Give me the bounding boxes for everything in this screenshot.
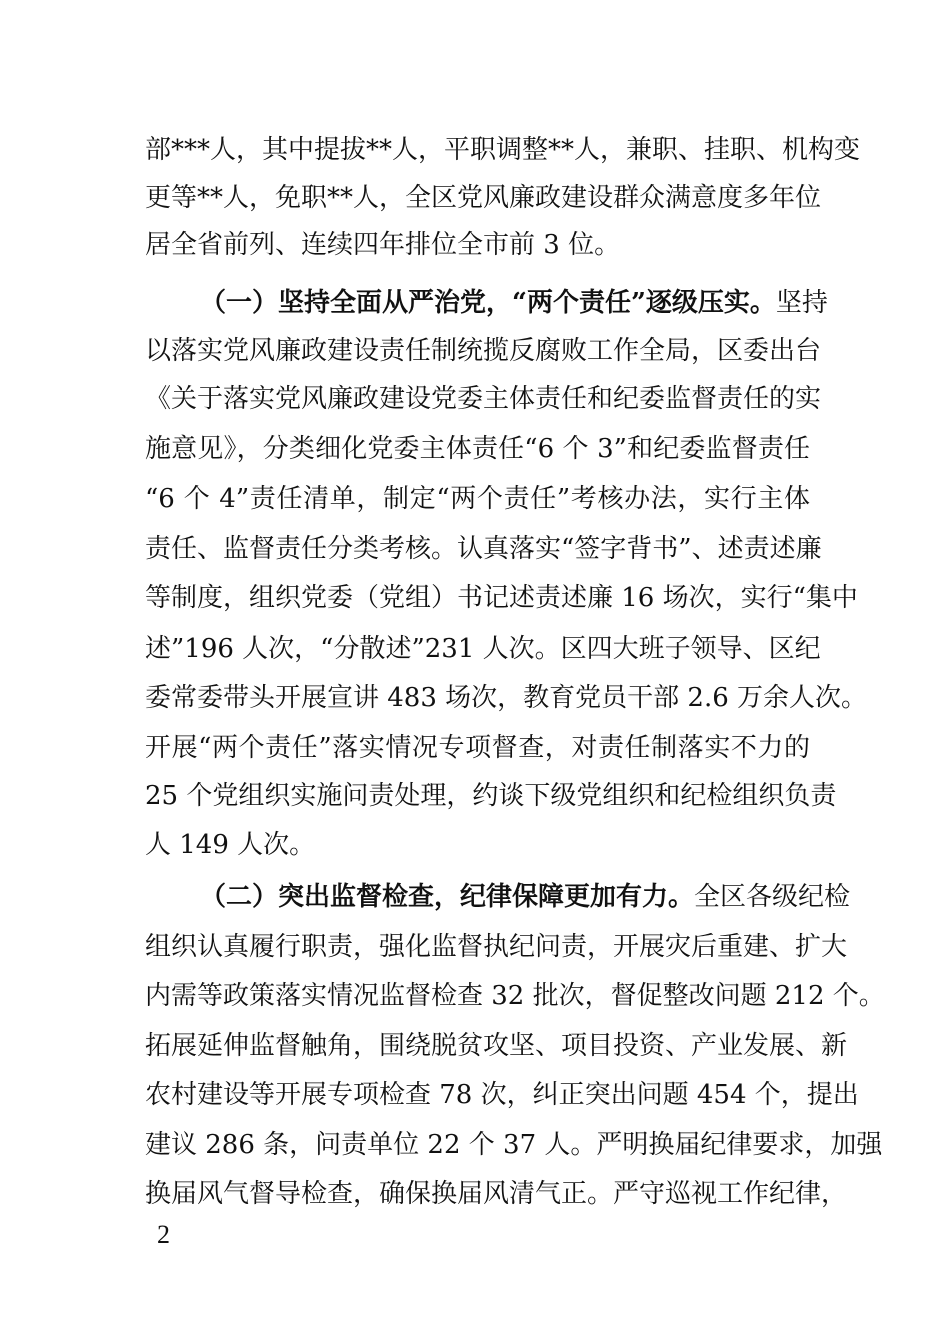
body-line: 施意见》，分类细化党委主体责任“6 个 3”和纪委监督责任: [145, 434, 810, 464]
body-line: 委常委带头开展宣讲 483 场次，教育党员干部 2.6 万余人次。: [145, 683, 868, 713]
body-text: 全区各级纪检: [694, 882, 851, 912]
body-text: 坚持: [775, 288, 828, 318]
body-line: 《关于落实党风廉政建设党委主体责任和纪委监督责任的实: [145, 384, 822, 414]
page-number: 2: [157, 1220, 170, 1249]
body-line: 内需等政策落实情况监督检查 32 批次，督促整改问题 212 个。: [145, 981, 885, 1011]
body-line: 居全省前列、连续四年排位全市前 3 位。: [145, 230, 621, 260]
section-heading-2: （二）突出监督检查，纪律保障更加有力。: [200, 882, 695, 912]
body-line: 组织认真履行职责，强化监督执纪问责，开展灾后重建、扩大: [145, 932, 848, 962]
body-line: 拓展延伸监督触角，围绕脱贫攻坚、项目投资、产业发展、新: [145, 1031, 848, 1061]
body-line: 以落实党风廉政建设责任制统揽反腐败工作全局，区委出台: [145, 336, 822, 366]
body-line: 更等**人，免职**人，全区党风廉政建设群众满意度多年位: [145, 183, 822, 213]
body-line: “6 个 4”责任清单，制定“两个责任”考核办法，实行主体: [145, 484, 810, 514]
body-line: 部***人，其中提拔**人，平职调整**人，兼职、挂职、机构变: [145, 135, 861, 165]
body-line: 人 149 人次。: [145, 830, 316, 860]
body-line: 述”196 人次，“分散述”231 人次。区四大班子领导、区纪: [145, 634, 821, 664]
body-line: 开展“两个责任”落实情况专项督查，对责任制落实不力的: [145, 733, 810, 763]
section-heading-line: [200, 882, 851, 912]
body-line: 建议 286 条，问责单位 22 个 37 人。严明换届纪律要求，加强: [145, 1130, 883, 1160]
section-heading-line: [200, 288, 828, 318]
section-heading-1: （一）坚持全面从严治党，“两个责任”逐级压实。: [200, 288, 776, 318]
body-line: 等制度，组织党委（党组）书记述责述廉 16 场次，实行“集中: [145, 583, 858, 613]
body-line: 25 个党组织实施问责处理，约谈下级党组织和纪检组织负责: [145, 781, 837, 811]
body-line: 责任、监督责任分类考核。认真落实“签字背书”、述责述廉: [145, 534, 822, 564]
body-line: 农村建设等开展专项检查 78 次，纠正突出问题 454 个，提出: [145, 1080, 859, 1110]
body-line: 换届风气督导检查，确保换届风清气正。严守巡视工作纪律，: [145, 1179, 848, 1209]
